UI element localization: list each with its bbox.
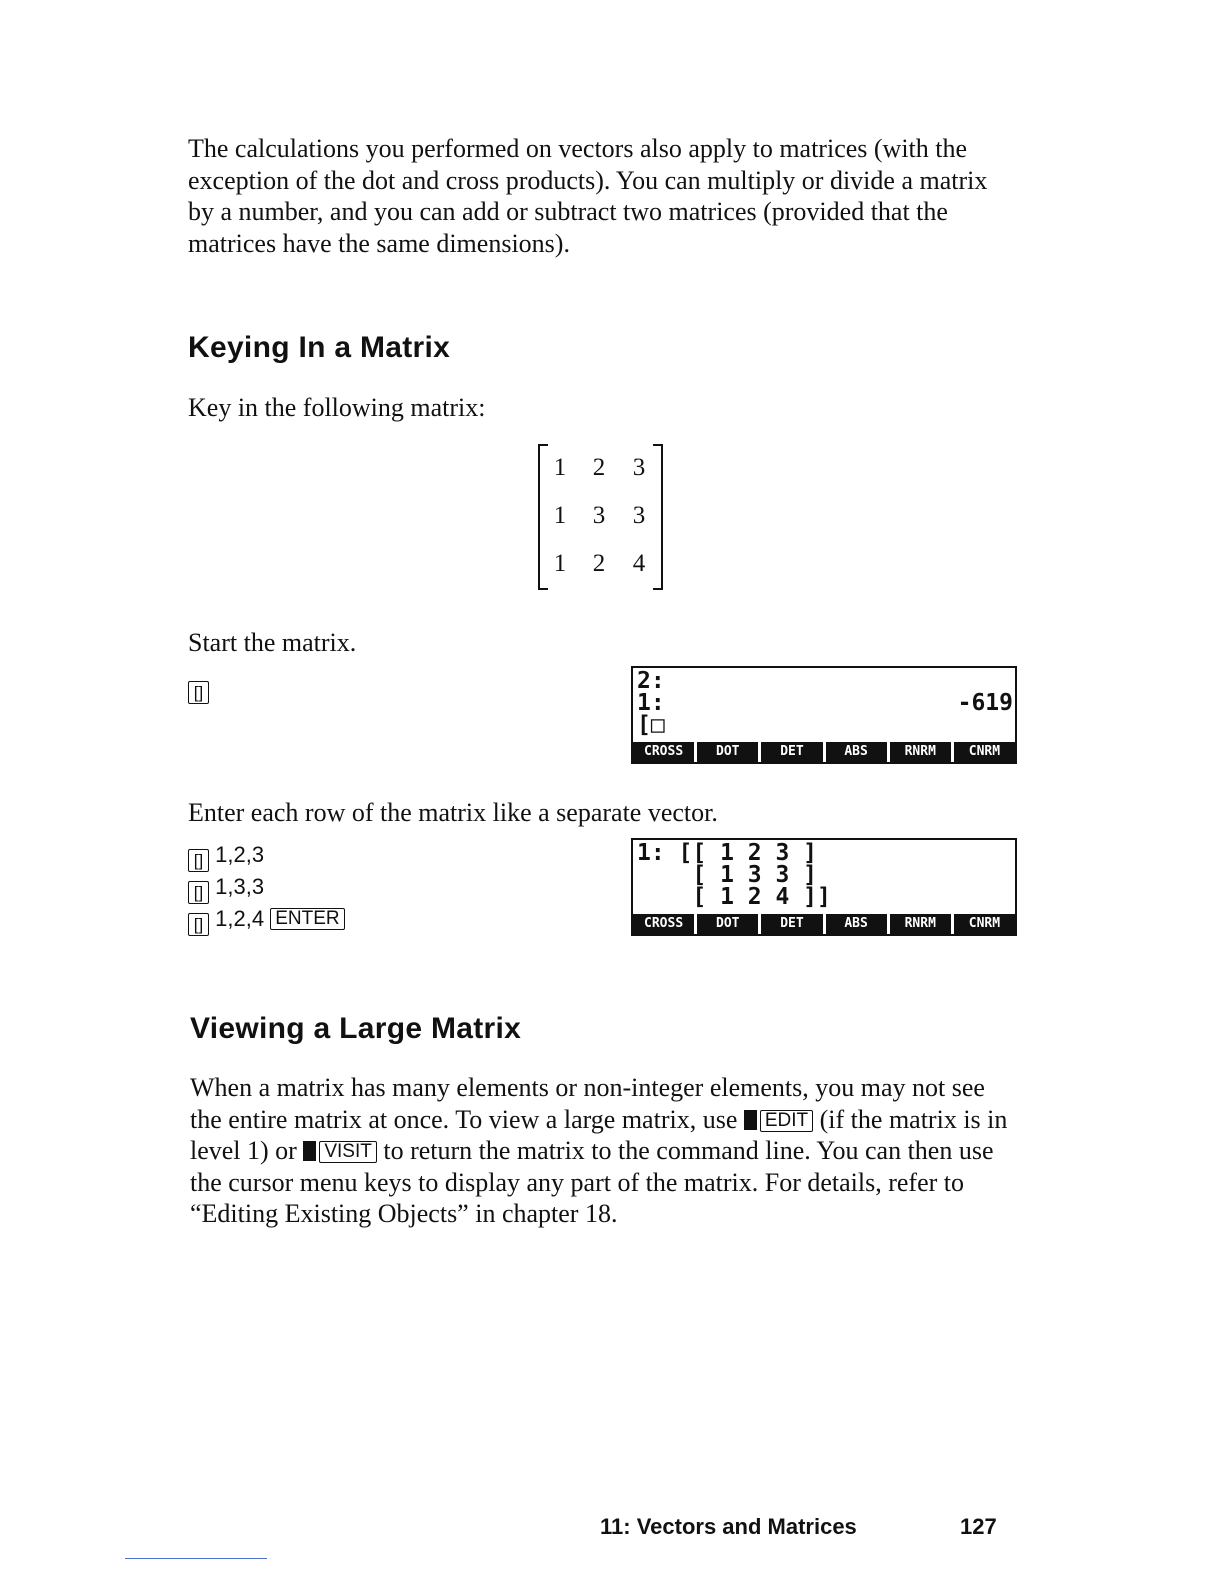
softkey-menu bbox=[633, 914, 1015, 934]
softkey-det[interactable]: DET bbox=[761, 742, 822, 762]
bracket-key[interactable]: [] bbox=[188, 681, 209, 704]
matrix-cell: 4 bbox=[632, 550, 646, 577]
row1-keys bbox=[188, 842, 264, 872]
row1-values: 1,2,3 bbox=[215, 842, 265, 867]
section-heading-keying-matrix: Keying In a Matrix bbox=[188, 331, 451, 364]
softkey-dot[interactable]: DOT bbox=[697, 742, 758, 762]
step1-keys bbox=[188, 674, 209, 704]
intro-paragraph: The calculations you performed on vectors also apply to matrices (with the exception of the dot and cross products). You can multiply or divide a matrix by a number, and you can add or subtract two matrices (provided that the matrices have the same dimensions). bbox=[188, 134, 988, 258]
section-heading-large-matrix: Viewing a Large Matrix bbox=[190, 1012, 522, 1045]
instruction-text: Key in the following matrix: bbox=[188, 393, 486, 422]
step2-text: Enter each row of the matrix like a separate vector. bbox=[188, 798, 718, 827]
matrix-cell: 2 bbox=[592, 454, 606, 481]
footnote-rule bbox=[125, 1558, 267, 1559]
edit-key[interactable]: EDIT bbox=[760, 1110, 813, 1132]
row3-keys bbox=[188, 906, 345, 936]
stack-level-1-value: -619 bbox=[957, 690, 1013, 716]
matrix-row-2: [ 1 3 3 ] bbox=[637, 862, 818, 888]
softkey-menu bbox=[633, 742, 1015, 762]
shift-key-icon bbox=[303, 1141, 316, 1161]
matrix-row-3: [ 1 2 4 ]] bbox=[637, 884, 831, 910]
visit-key[interactable]: VISIT bbox=[319, 1141, 377, 1163]
matrix-cell: 1 bbox=[553, 502, 567, 529]
matrix-display bbox=[538, 444, 663, 588]
matrix-row-1: 1: [[ 1 2 3 ] bbox=[637, 840, 818, 866]
shift-key-icon bbox=[744, 1110, 757, 1130]
left-bracket bbox=[538, 444, 548, 590]
softkey-abs[interactable]: ABS bbox=[826, 742, 887, 762]
softkey-cross[interactable]: CROSS bbox=[633, 914, 694, 934]
calc-screen-1 bbox=[631, 666, 1017, 764]
stack-level-1: 1: bbox=[637, 690, 665, 716]
row2-keys bbox=[188, 874, 264, 904]
row3-values: 1,2,4 bbox=[215, 906, 265, 931]
step1-text: Start the matrix. bbox=[188, 628, 357, 657]
paragraph-part-2: (if the matrix is in level 1) or bbox=[190, 1104, 1008, 1165]
softkey-cross[interactable]: CROSS bbox=[633, 742, 694, 762]
large-matrix-paragraph bbox=[190, 1072, 1015, 1230]
matrix-cell: 1 bbox=[553, 550, 567, 577]
enter-key[interactable]: ENTER bbox=[270, 908, 344, 930]
row2-values: 1,3,3 bbox=[215, 874, 265, 899]
bracket-key[interactable]: [] bbox=[188, 881, 209, 904]
softkey-det[interactable]: DET bbox=[761, 914, 822, 934]
paragraph-part-1: When a matrix has many elements or non-integer elements, you may not see the entire matrix at once. To view a large matrix, use bbox=[190, 1073, 985, 1134]
command-line: [□ bbox=[637, 712, 665, 738]
bracket-key[interactable]: [] bbox=[188, 913, 209, 936]
footer-chapter-title: 11: Vectors and Matrices bbox=[600, 1514, 857, 1539]
calc-screen-2 bbox=[631, 838, 1017, 936]
right-bracket bbox=[653, 444, 663, 590]
matrix-cell: 1 bbox=[553, 454, 567, 481]
stack-level-2: 2: bbox=[637, 668, 665, 694]
matrix-cell: 3 bbox=[592, 502, 606, 529]
softkey-rnrm[interactable]: RNRM bbox=[890, 742, 951, 762]
paragraph-part-3: to return the matrix to the command line. You can then use the cursor menu keys to display any part of the matrix. For details, refer to “Editing Existing Objects” in chapter 18. bbox=[190, 1136, 994, 1228]
matrix-cell: 3 bbox=[632, 502, 646, 529]
matrix-cell: 2 bbox=[592, 550, 606, 577]
softkey-abs[interactable]: ABS bbox=[826, 914, 887, 934]
softkey-cnrm[interactable]: CNRM bbox=[954, 914, 1015, 934]
softkey-dot[interactable]: DOT bbox=[697, 914, 758, 934]
matrix-cell: 3 bbox=[632, 454, 646, 481]
bracket-key[interactable]: [] bbox=[188, 849, 209, 872]
softkey-cnrm[interactable]: CNRM bbox=[954, 742, 1015, 762]
page-number: 127 bbox=[960, 1514, 997, 1539]
softkey-rnrm[interactable]: RNRM bbox=[890, 914, 951, 934]
